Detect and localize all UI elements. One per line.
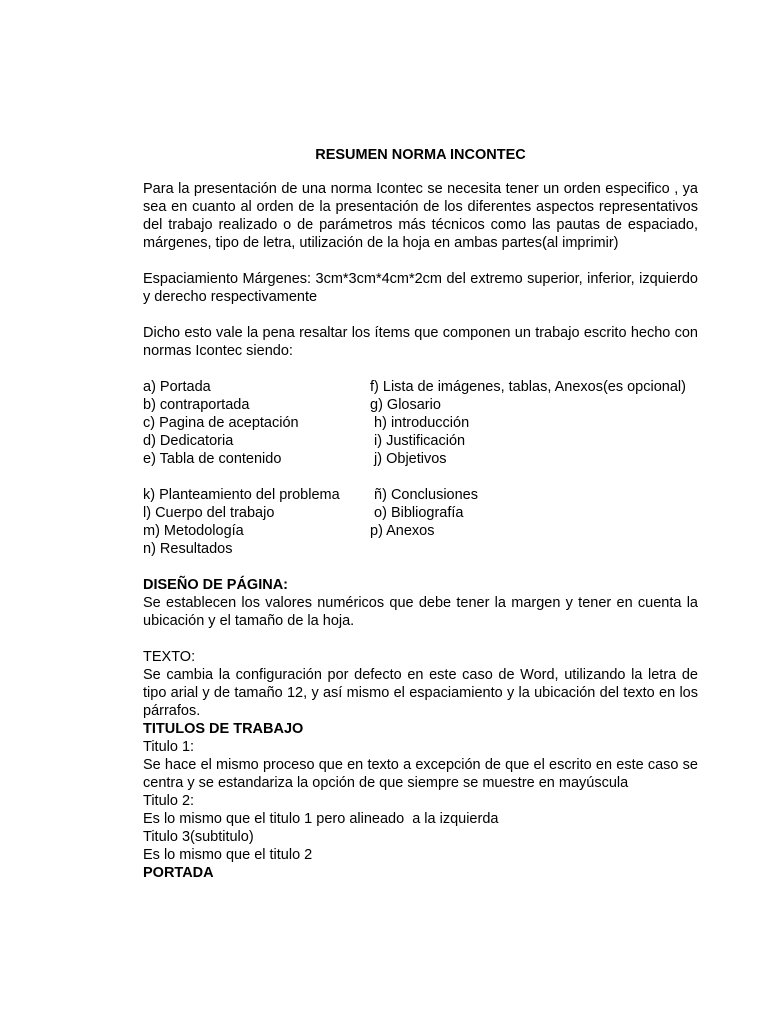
list-item: p) Anexos [370, 523, 435, 539]
list-item: n) Resultados [143, 541, 233, 557]
title2-paragraph: Es lo mismo que el titulo 1 pero alineado a la izquierda [143, 811, 499, 827]
intro-paragraph: Para la presentación de una norma Icontec se necesita tener un orden especifico , ya sea en cuanto al orden de la presentación de los diferentes aspectos representativos del trabajo realizado o de parámetros más técnicos como las pautas de espaciado, márgenes, tipo de letra, utilización de la hoja en ambas partes(al imprimir) [143, 181, 698, 251]
items-list-2-left [143, 486, 370, 558]
items-list-2-right [370, 486, 698, 558]
list-item: o) Bibliografía [370, 505, 464, 521]
title3-paragraph: Es lo mismo que el titulo 2 [143, 847, 313, 863]
titles-heading: TITULOS DE TRABAJO [143, 721, 304, 737]
list-item: g) Glosario [370, 397, 441, 413]
list-item: h) introducción [370, 415, 470, 431]
items-intro-paragraph: Dicho esto vale la pena resaltar los ítems que componen un trabajo escrito hecho con normas Icontec siendo: [143, 325, 698, 359]
document-body [143, 146, 698, 882]
title1-paragraph: Se hace el mismo proceso que en texto a excepción de que el escrito en este caso se centra y se estandariza la opción de que siempre se muestre en mayúscula [143, 757, 698, 791]
page-design-heading: DISEÑO DE PÁGINA: [143, 577, 289, 593]
list-item: c) Pagina de aceptación [143, 415, 299, 431]
items-list-1-left [143, 378, 370, 468]
list-item: k) Planteamiento del problema [143, 487, 340, 503]
list-item: d) Dedicatoria [143, 433, 234, 449]
list-item: j) Objetivos [370, 451, 447, 467]
cover-heading: PORTADA [143, 865, 214, 881]
list-item: l) Cuerpo del trabajo [143, 505, 275, 521]
text-heading: TEXTO: [143, 649, 196, 665]
list-item: e) Tabla de contenido [143, 451, 282, 467]
list-item: m) Metodología [143, 523, 244, 539]
list-item: b) contraportada [143, 397, 250, 413]
title3-label: Titulo 3(subtitulo) [143, 829, 254, 845]
page-design-paragraph: Se establecen los valores numéricos que debe tener la margen y tener en cuenta la ubicación y el tamaño de la hoja. [143, 595, 698, 629]
title2-label: Titulo 2: [143, 793, 195, 809]
list-item: f) Lista de imágenes, tablas, Anexos(es opcional) [370, 379, 686, 395]
text-paragraph: Se cambia la configuración por defecto en este caso de Word, utilizando la letra de tipo arial y de tamaño 12, y así mismo el espaciamiento y la ubicación del texto en los párrafos. [143, 667, 698, 719]
title1-label: Titulo 1: [143, 739, 195, 755]
margins-paragraph: Espaciamiento Márgenes: 3cm*3cm*4cm*2cm del extremo superior, inferior, izquierdo y derecho respectivamente [143, 271, 698, 305]
list-item: ñ) Conclusiones [370, 487, 478, 503]
list-item: i) Justificación [370, 433, 466, 449]
document-title: RESUMEN NORMA INCONTEC [315, 147, 526, 163]
items-list-1 [143, 378, 698, 468]
items-list-1-right [370, 378, 698, 468]
items-list-2 [143, 486, 698, 558]
list-item: a) Portada [143, 379, 211, 395]
